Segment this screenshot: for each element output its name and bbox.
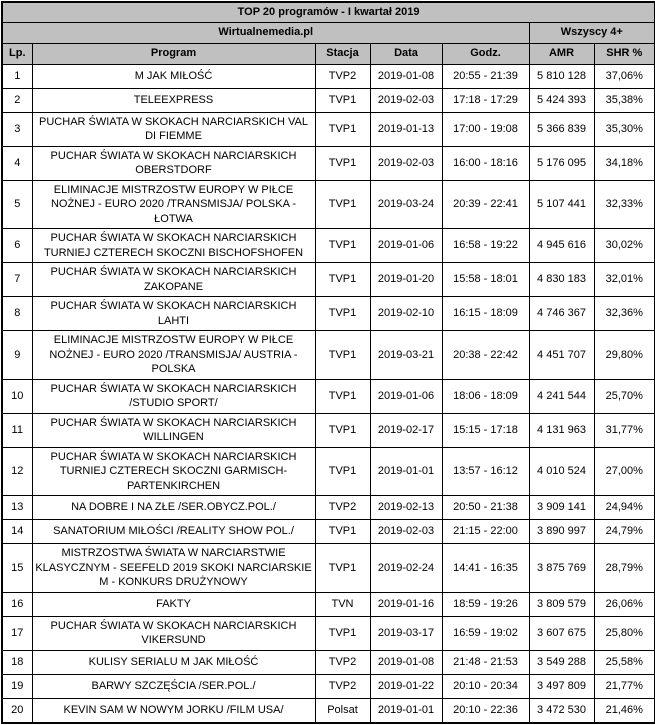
cell-stacja: TVP1: [315, 263, 370, 297]
cell-shr: 25,70%: [594, 379, 655, 413]
cell-godz: 14:41 - 16:35: [442, 544, 529, 593]
cell-program: PUCHAR ŚWIATA W SKOKACH NARCIARSKICH /STUDIO SPORT/: [32, 379, 315, 413]
cell-lp: 8: [2, 297, 32, 331]
cell-stacja: Polsat: [315, 698, 370, 723]
top20-programs-table: [1, 1, 655, 724]
cell-stacja: TVP1: [315, 413, 370, 447]
source-row: [2, 22, 655, 43]
cell-program: PUCHAR ŚWIATA W SKOKACH NARCIARSKICH OBERSTDORF: [32, 146, 315, 180]
col-header-program: Program: [32, 43, 315, 64]
cell-stacja: TVP1: [315, 447, 370, 496]
table-row: [2, 496, 655, 520]
cell-data: 2019-02-03: [370, 146, 442, 180]
cell-godz: 16:59 - 19:02: [442, 616, 529, 650]
col-header-data: Data: [370, 43, 442, 64]
cell-shr: 25,58%: [594, 650, 655, 674]
cell-lp: 20: [2, 698, 32, 723]
cell-godz: 16:15 - 18:09: [442, 297, 529, 331]
cell-data: 2019-01-16: [370, 592, 442, 616]
cell-lp: 15: [2, 544, 32, 593]
cell-amr: 3 549 288: [529, 650, 594, 674]
cell-data: 2019-02-17: [370, 413, 442, 447]
cell-shr: 27,00%: [594, 447, 655, 496]
cell-shr: 35,38%: [594, 88, 655, 112]
cell-amr: 5 366 839: [529, 112, 594, 146]
column-header-row: [2, 43, 655, 64]
cell-stacja: TVP1: [315, 180, 370, 229]
cell-amr: 3 607 675: [529, 616, 594, 650]
cell-program: PUCHAR ŚWIATA W SKOKACH NARCIARSKICH VAL DI FIEMME: [32, 112, 315, 146]
table-row: [2, 180, 655, 229]
cell-lp: 2: [2, 88, 32, 112]
cell-stacja: TVP2: [315, 64, 370, 88]
cell-amr: 4 451 707: [529, 331, 594, 380]
cell-program: ELIMINACJE MISTRZOSTW EUROPY W PIŁCE NOŻNEJ - EURO 2020 /TRANSMISJA/ AUSTRIA - POLSKA: [32, 331, 315, 380]
cell-program: MISTRZOSTWA ŚWIATA W NARCIARSTWIE KLASYCZNYM - SEEFELD 2019 SKOKI NARCIARSKIE M - KONKURS DRUŻYNOWY: [32, 544, 315, 593]
cell-lp: 6: [2, 229, 32, 263]
cell-godz: 17:18 - 17:29: [442, 88, 529, 112]
cell-lp: 4: [2, 146, 32, 180]
table-row: [2, 146, 655, 180]
cell-amr: 5 810 128: [529, 64, 594, 88]
col-header-stacja: Stacja: [315, 43, 370, 64]
cell-godz: 18:06 - 18:09: [442, 379, 529, 413]
cell-shr: 34,18%: [594, 146, 655, 180]
cell-stacja: TVP1: [315, 379, 370, 413]
cell-lp: 5: [2, 180, 32, 229]
cell-data: 2019-03-24: [370, 180, 442, 229]
cell-lp: 18: [2, 650, 32, 674]
cell-amr: 4 945 616: [529, 229, 594, 263]
table-row: [2, 229, 655, 263]
cell-lp: 12: [2, 447, 32, 496]
table-row: [2, 650, 655, 674]
table-row: [2, 413, 655, 447]
cell-stacja: TVP1: [315, 146, 370, 180]
cell-program: KEVIN SAM W NOWYM JORKU /FILM USA/: [32, 698, 315, 723]
cell-lp: 14: [2, 520, 32, 544]
cell-shr: 30,02%: [594, 229, 655, 263]
audience-group: Wszyscy 4+: [529, 22, 655, 43]
table-row: [2, 592, 655, 616]
cell-stacja: TVP1: [315, 331, 370, 380]
cell-program: FAKTY: [32, 592, 315, 616]
cell-stacja: TVP2: [315, 674, 370, 698]
cell-godz: 16:58 - 19:22: [442, 229, 529, 263]
table-source: Wirtualnemedia.pl: [2, 22, 529, 43]
cell-shr: 31,77%: [594, 413, 655, 447]
cell-lp: 10: [2, 379, 32, 413]
cell-shr: 32,33%: [594, 180, 655, 229]
cell-amr: 4 746 367: [529, 297, 594, 331]
cell-program: BARWY SZCZĘŚCIA /SER.POL./: [32, 674, 315, 698]
cell-lp: 9: [2, 331, 32, 380]
cell-stacja: TVP1: [315, 616, 370, 650]
cell-amr: 3 472 530: [529, 698, 594, 723]
cell-amr: 4 010 524: [529, 447, 594, 496]
cell-program: PUCHAR ŚWIATA W SKOKACH NARCIARSKICH VIKERSUND: [32, 616, 315, 650]
table-row: [2, 674, 655, 698]
cell-shr: 21,77%: [594, 674, 655, 698]
cell-amr: 3 497 809: [529, 674, 594, 698]
cell-data: 2019-01-22: [370, 674, 442, 698]
cell-program: PUCHAR ŚWIATA W SKOKACH NARCIARSKICH TURNIEJ CZTERECH SKOCZNI GARMISCH-PARTENKIRCHEN: [32, 447, 315, 496]
cell-lp: 7: [2, 263, 32, 297]
table-row: [2, 447, 655, 496]
cell-data: 2019-02-24: [370, 544, 442, 593]
cell-lp: 19: [2, 674, 32, 698]
cell-amr: 5 176 095: [529, 146, 594, 180]
cell-lp: 3: [2, 112, 32, 146]
cell-program: PUCHAR ŚWIATA W SKOKACH NARCIARSKICH WILLINGEN: [32, 413, 315, 447]
cell-amr: 3 890 997: [529, 520, 594, 544]
cell-godz: 21:48 - 21:53: [442, 650, 529, 674]
cell-data: 2019-01-20: [370, 263, 442, 297]
table-row: [2, 88, 655, 112]
table-row: [2, 331, 655, 380]
cell-amr: 5 424 393: [529, 88, 594, 112]
cell-amr: 5 107 441: [529, 180, 594, 229]
table-row: [2, 112, 655, 146]
cell-data: 2019-01-08: [370, 650, 442, 674]
cell-data: 2019-03-17: [370, 616, 442, 650]
cell-godz: 20:38 - 22:42: [442, 331, 529, 380]
cell-shr: 24,94%: [594, 496, 655, 520]
cell-lp: 16: [2, 592, 32, 616]
col-header-godz: Godz.: [442, 43, 529, 64]
cell-amr: 4 131 963: [529, 413, 594, 447]
cell-stacja: TVP1: [315, 88, 370, 112]
table-row: [2, 698, 655, 723]
title-row: [2, 2, 655, 22]
cell-data: 2019-02-03: [370, 520, 442, 544]
table-row: [2, 379, 655, 413]
table-row: [2, 616, 655, 650]
col-header-amr: AMR: [529, 43, 594, 64]
table-title: TOP 20 programów - I kwartał 2019: [2, 2, 655, 22]
cell-godz: 20:50 - 21:38: [442, 496, 529, 520]
table-row: [2, 520, 655, 544]
cell-program: TELEEXPRESS: [32, 88, 315, 112]
cell-program: KULISY SERIALU M JAK MIŁOŚĆ: [32, 650, 315, 674]
cell-program: PUCHAR ŚWIATA W SKOKACH NARCIARSKICH TURNIEJ CZTERECH SKOCZNI BISCHOFSHOFEN: [32, 229, 315, 263]
cell-amr: 3 875 769: [529, 544, 594, 593]
cell-program: PUCHAR ŚWIATA W SKOKACH NARCIARSKICH LAHTI: [32, 297, 315, 331]
cell-data: 2019-01-13: [370, 112, 442, 146]
cell-stacja: TVP1: [315, 544, 370, 593]
cell-data: 2019-03-21: [370, 331, 442, 380]
cell-stacja: TVP1: [315, 297, 370, 331]
cell-stacja: TVP1: [315, 112, 370, 146]
cell-godz: 20:10 - 20:34: [442, 674, 529, 698]
table-body: [2, 64, 655, 723]
cell-godz: 20:39 - 22:41: [442, 180, 529, 229]
cell-stacja: TVP2: [315, 496, 370, 520]
cell-shr: 32,36%: [594, 297, 655, 331]
cell-stacja: TVP2: [315, 650, 370, 674]
cell-program: SANATORIUM MIŁOŚCI /REALITY SHOW POL./: [32, 520, 315, 544]
cell-data: 2019-01-08: [370, 64, 442, 88]
cell-data: 2019-02-03: [370, 88, 442, 112]
cell-godz: 18:59 - 19:26: [442, 592, 529, 616]
cell-data: 2019-01-06: [370, 229, 442, 263]
cell-lp: 13: [2, 496, 32, 520]
cell-godz: 16:00 - 18:16: [442, 146, 529, 180]
cell-shr: 21,46%: [594, 698, 655, 723]
cell-data: 2019-01-01: [370, 698, 442, 723]
cell-data: 2019-02-10: [370, 297, 442, 331]
cell-stacja: TVP1: [315, 229, 370, 263]
cell-stacja: TVN: [315, 592, 370, 616]
cell-stacja: TVP1: [315, 520, 370, 544]
table-row: [2, 263, 655, 297]
cell-shr: 32,01%: [594, 263, 655, 297]
cell-shr: 29,80%: [594, 331, 655, 380]
cell-shr: 35,30%: [594, 112, 655, 146]
cell-shr: 28,79%: [594, 544, 655, 593]
cell-data: 2019-01-06: [370, 379, 442, 413]
cell-shr: 37,06%: [594, 64, 655, 88]
table-row: [2, 297, 655, 331]
cell-program: NA DOBRE I NA ZŁE /SER.OBYCZ.POL./: [32, 496, 315, 520]
cell-program: M JAK MIŁOŚĆ: [32, 64, 315, 88]
cell-program: ELIMINACJE MISTRZOSTW EUROPY W PIŁCE NOŻNEJ - EURO 2020 /TRANSMISJA/ POLSKA - ŁOTWA: [32, 180, 315, 229]
cell-lp: 1: [2, 64, 32, 88]
col-header-lp: Lp.: [2, 43, 32, 64]
cell-godz: 20:10 - 22:36: [442, 698, 529, 723]
cell-godz: 13:57 - 16:12: [442, 447, 529, 496]
cell-shr: 25,80%: [594, 616, 655, 650]
cell-godz: 21:15 - 22:00: [442, 520, 529, 544]
cell-amr: 4 830 183: [529, 263, 594, 297]
cell-amr: 3 909 141: [529, 496, 594, 520]
cell-amr: 4 241 544: [529, 379, 594, 413]
cell-shr: 26,06%: [594, 592, 655, 616]
cell-data: 2019-02-13: [370, 496, 442, 520]
cell-shr: 24,79%: [594, 520, 655, 544]
table-row: [2, 544, 655, 593]
col-header-shr: SHR %: [594, 43, 655, 64]
cell-godz: 20:55 - 21:39: [442, 64, 529, 88]
cell-godz: 17:00 - 19:08: [442, 112, 529, 146]
cell-godz: 15:58 - 18:01: [442, 263, 529, 297]
cell-data: 2019-01-01: [370, 447, 442, 496]
cell-lp: 17: [2, 616, 32, 650]
cell-program: PUCHAR ŚWIATA W SKOKACH NARCIARSKICH ZAKOPANE: [32, 263, 315, 297]
cell-amr: 3 809 579: [529, 592, 594, 616]
cell-godz: 15:15 - 17:18: [442, 413, 529, 447]
table-row: [2, 64, 655, 88]
cell-lp: 11: [2, 413, 32, 447]
